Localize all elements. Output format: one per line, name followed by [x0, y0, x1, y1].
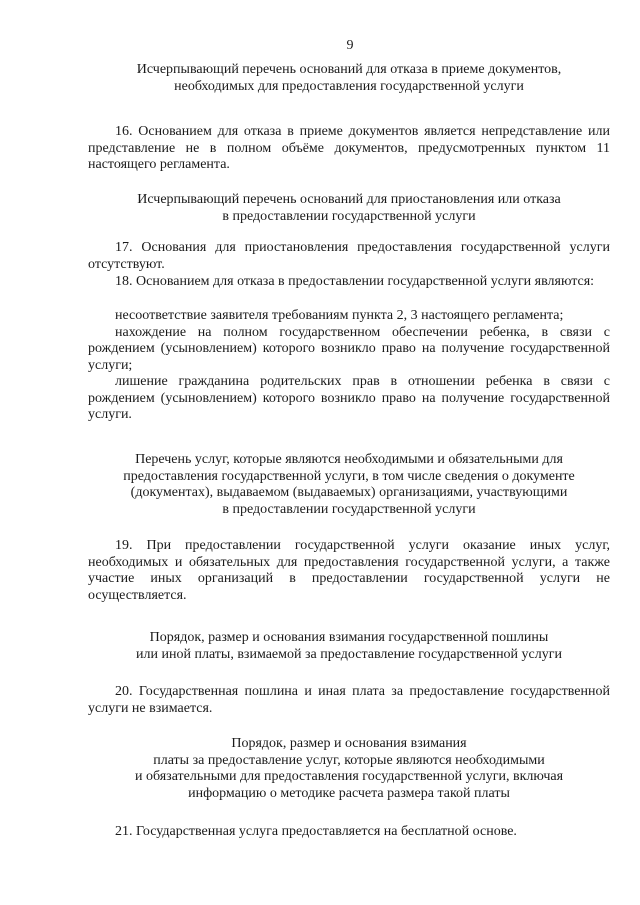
- heading-line: и обязательными для предоставления государственной услуги, включая: [134, 769, 564, 784]
- heading-line: (документах), выдаваемом (выдаваемых) организациями, участвующими: [130, 485, 568, 500]
- heading-line: Исчерпывающий перечень оснований для отказа в приеме документов,: [136, 62, 562, 77]
- list-item: несоответствие заявителя требованиям пункта 2, 3 настоящего регламента;: [115, 308, 564, 323]
- heading-line: информацию о методике расчета размера такой платы: [188, 785, 510, 801]
- list-item: лишение гражданина родительских прав в отношении ребенка в связи с рождением (усыновлением) которого возникло право на получение государственной услуги.: [88, 374, 610, 422]
- paragraph-20: 20. Государственная пошлина и иная плата за предоставление государственной услуги не взимается.: [88, 684, 610, 716]
- heading-line: предоставления государственной услуги, в том числе сведения о документе: [123, 468, 575, 484]
- heading-state-duty: [88, 630, 610, 663]
- paragraph-16: 16. Основанием для отказа в приеме документов является непредставление или представление не в полном объёме документов, предусмотренных пунктом 11 настоящего регламента.: [88, 124, 610, 172]
- heading-fee-calculation: [88, 736, 610, 802]
- paragraph-19: 19. При предоставлении государственной услуги оказание иных услуг, необходимых и обязательных для предоставления государственной услуги, а также участие иных организаций в предоставлении государственной услуги не осуществляется.: [88, 538, 610, 603]
- heading-line: Перечень услуг, которые являются необходимыми и обязательными для: [135, 452, 563, 467]
- heading-line: в предоставлении государственной услуги: [222, 501, 476, 517]
- heading-suspension-refusal: [88, 192, 610, 225]
- heading-line: Порядок, размер и основания взимания: [231, 736, 467, 751]
- paragraph-17: 17. Основания для приостановления предоставления государственной услуги отсутствуют.: [88, 240, 610, 272]
- paragraph-21: 21. Государственная услуга предоставляется на бесплатной основе.: [115, 824, 517, 839]
- heading-line: или иной платы, взимаемой за предоставление государственной услуги: [136, 646, 562, 662]
- list-item: нахождение на полном государственном обеспечении ребенка, в связи с рождением (усыновлением) которого возникло право на получение государственной услуги;: [88, 324, 610, 373]
- page-number: 9: [346, 38, 354, 53]
- heading-line: платы за предоставление услуг, которые являются необходимыми: [153, 752, 545, 768]
- heading-line: в предоставлении государственной услуги: [222, 208, 476, 224]
- paragraph-18: 18. Основанием для отказа в предоставлении государственной услуги являются:: [115, 274, 595, 289]
- paragraph-18-list: [88, 308, 610, 424]
- heading-line: необходимых для предоставления государственной услуги: [174, 78, 524, 94]
- heading-line: Порядок, размер и основания взимания государственной пошлины: [149, 630, 549, 645]
- heading-refusal-accept-documents: [88, 62, 610, 95]
- heading-necessary-services: [88, 452, 610, 518]
- heading-line: Исчерпывающий перечень оснований для приостановления или отказа: [137, 192, 561, 207]
